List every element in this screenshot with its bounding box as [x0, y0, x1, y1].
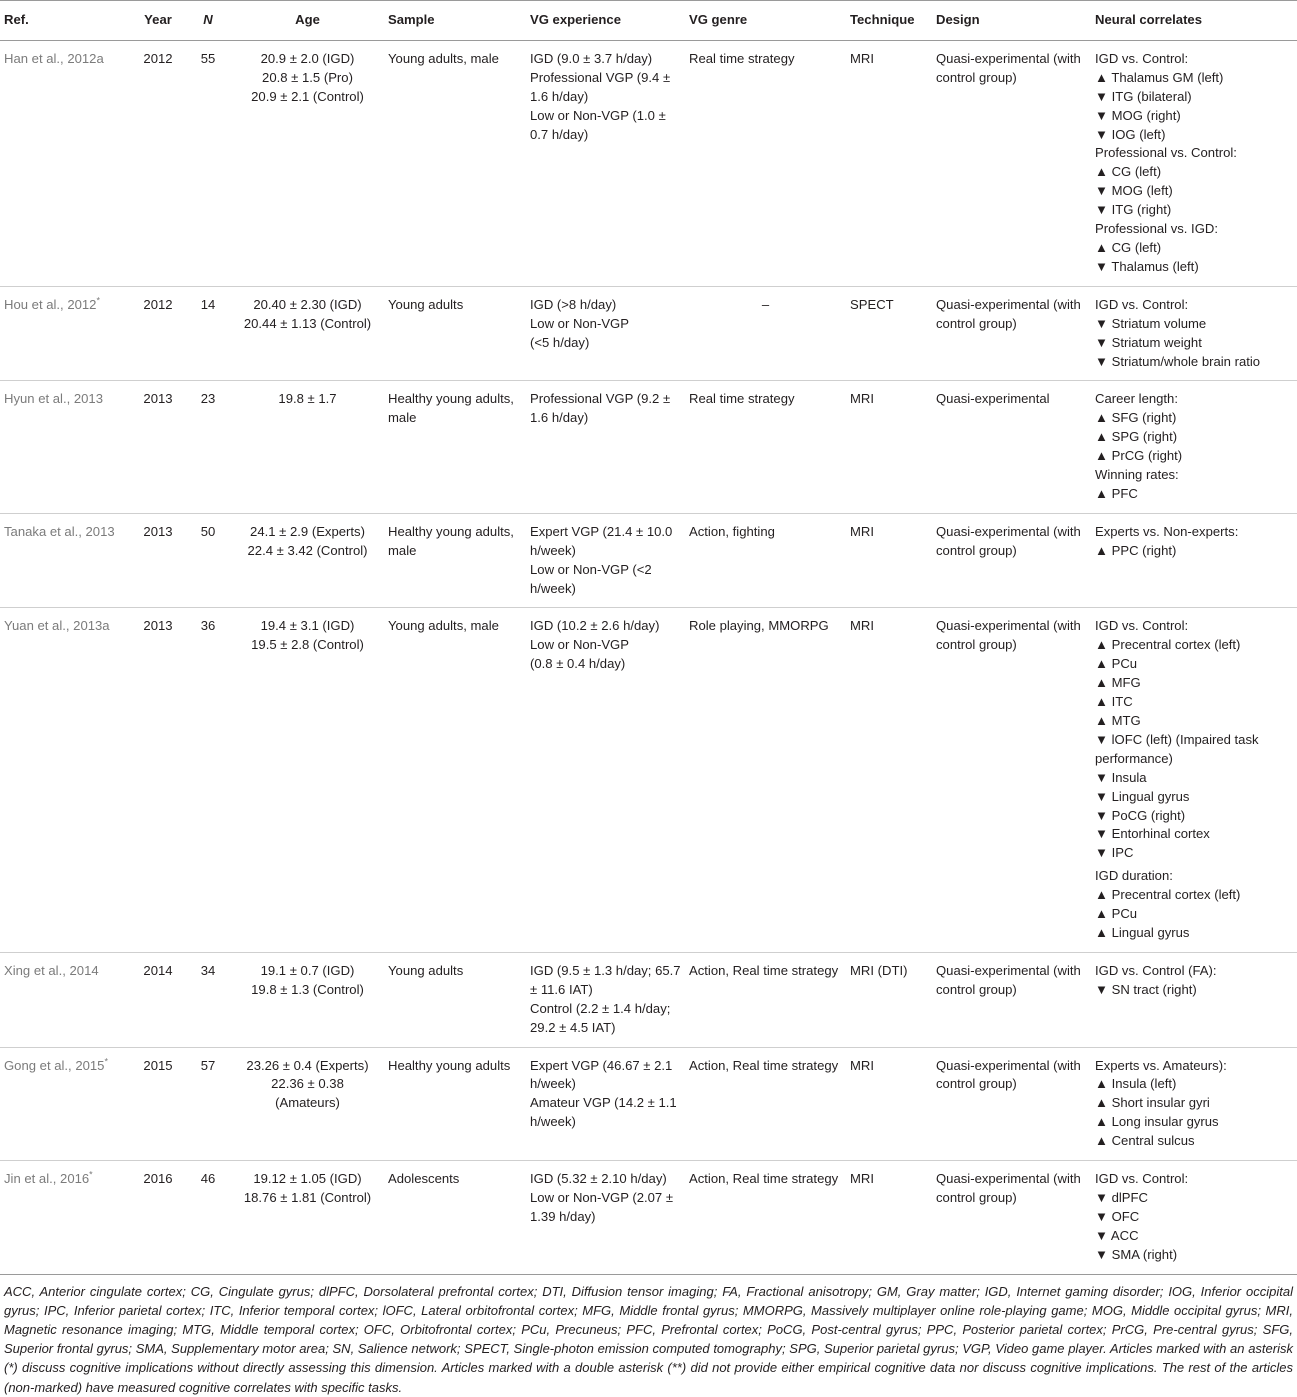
- sample-cell: [384, 1161, 526, 1275]
- age-line: 19.5 ± 2.8 (Control): [251, 637, 364, 653]
- header-age: Age: [231, 1, 384, 41]
- design-cell: [932, 1047, 1091, 1161]
- table-body: [0, 40, 1297, 1274]
- year-cell: 2013: [131, 608, 185, 952]
- neural-correlate-line: ▼ IOG (left): [1095, 126, 1166, 142]
- design-line: Quasi-experimental (with control group): [936, 618, 1081, 653]
- sample-line: Young adults: [388, 296, 464, 312]
- ref-cell: [0, 1161, 131, 1275]
- vg-genre-line: Role playing, MMORPG: [689, 618, 829, 634]
- year-cell: 2015: [131, 1047, 185, 1161]
- neural-correlate-line: ▼ IPC: [1095, 845, 1134, 861]
- neural-correlate-line: ▲ Short insular gyri: [1095, 1095, 1210, 1111]
- neural-correlate-line: ▼ PoCG (right): [1095, 807, 1186, 823]
- neural-correlate-line: ▼ Lingual gyrus: [1095, 788, 1190, 804]
- neural-correlates-cell: [1091, 286, 1297, 381]
- neural-correlate-line: Career length:: [1095, 391, 1178, 407]
- age-cell: [231, 1047, 384, 1161]
- vg-genre-line: –: [761, 296, 770, 312]
- age-line: 22.36 ± 0.38: [271, 1076, 344, 1092]
- age-line: 19.1 ± 0.7 (IGD): [260, 962, 355, 978]
- technique-cell: MRI: [846, 513, 932, 608]
- age-cell: [231, 1161, 384, 1275]
- vg-experience-line: (0.8 ± 0.4 h/day): [530, 656, 626, 672]
- neural-correlate-line: ▲ MTG: [1095, 713, 1141, 728]
- design-line: Quasi-experimental (with control group): [936, 50, 1081, 85]
- design-cell: [932, 40, 1091, 286]
- neural-correlate-line: IGD vs. Control (FA):: [1095, 962, 1217, 978]
- vg-experience-line: IGD (10.2 ± 2.6 h/day): [530, 618, 660, 634]
- neural-correlates-cell: [1091, 1161, 1297, 1275]
- vg-genre-line: Action, fighting: [689, 523, 775, 539]
- neural-correlate-line: IGD vs. Control:: [1095, 296, 1189, 312]
- sample-cell: [384, 286, 526, 381]
- design-cell: [932, 608, 1091, 952]
- neural-correlate-line: ▼ Striatum weight: [1095, 334, 1202, 350]
- technique-cell: MRI: [846, 1161, 932, 1275]
- neural-correlate-line: ▲ PFC: [1095, 485, 1138, 501]
- neural-correlate-line: ▲ PCu: [1095, 906, 1138, 922]
- reference-link[interactable]: Hou et al., 2012: [4, 296, 97, 312]
- age-line: 20.9 ± 2.0 (IGD): [260, 50, 355, 66]
- asterisk-marker: *: [96, 295, 100, 306]
- sample-cell: [384, 1047, 526, 1161]
- vg-experience-line: Expert VGP (21.4 ± 10.0 h/week): [530, 523, 673, 558]
- neural-correlate-line: Professional vs. IGD:: [1095, 221, 1218, 237]
- neural-correlate-line: ▲ Central sulcus: [1095, 1133, 1195, 1149]
- header-vg-experience: VG experience: [526, 1, 685, 41]
- header-vg-genre: VG genre: [685, 1, 846, 41]
- vg-experience-line: (<5 h/day): [530, 334, 590, 350]
- design-line: Quasi-experimental (with control group): [936, 523, 1081, 558]
- neural-correlate-line: ▼ Entorhinal cortex: [1095, 826, 1210, 842]
- ref-cell: [0, 952, 131, 1047]
- neural-correlate-line: Winning rates:: [1095, 467, 1179, 483]
- ref-cell: [0, 40, 131, 286]
- sample-line: Healthy young adults, male: [388, 391, 514, 426]
- reference-link[interactable]: Xing et al., 2014: [4, 962, 99, 978]
- neural-correlates-cell: [1091, 40, 1297, 286]
- design-line: Quasi-experimental (with control group): [936, 1171, 1081, 1205]
- n-cell: 50: [185, 513, 231, 608]
- year-cell: 2013: [131, 513, 185, 608]
- neural-correlate-line: ▼ MOG (right): [1095, 107, 1181, 123]
- vg-experience-cell: [526, 608, 685, 952]
- design-cell: [932, 1161, 1091, 1275]
- design-line: Quasi-experimental (with control group): [936, 1057, 1081, 1092]
- sample-cell: [384, 513, 526, 608]
- neural-correlates-cell: [1091, 608, 1297, 952]
- table-row: [0, 1047, 1297, 1161]
- vg-experience-line: IGD (9.0 ± 3.7 h/day): [530, 50, 653, 66]
- age-cell: [231, 40, 384, 286]
- table-row: [0, 513, 1297, 608]
- ref-cell: [0, 513, 131, 608]
- vg-genre-line: Action, Real time strategy: [689, 1057, 839, 1073]
- age-cell: [231, 381, 384, 513]
- neural-correlate-line: ▼ SN tract (right): [1095, 981, 1197, 997]
- neural-correlate-line: ▲ Long insular gyrus: [1095, 1114, 1219, 1130]
- age-line: 24.1 ± 2.9 (Experts): [250, 523, 365, 539]
- vg-experience-line: Low or Non-VGP (2.07 ± 1.39 h/day): [530, 1189, 674, 1224]
- sample-cell: [384, 381, 526, 513]
- header-row: [0, 1, 1297, 41]
- ref-cell: [0, 381, 131, 513]
- age-line: 20.40 ± 2.30 (IGD): [253, 296, 362, 312]
- technique-cell: MRI: [846, 381, 932, 513]
- n-cell: 55: [185, 40, 231, 286]
- vg-experience-line: IGD (5.32 ± 2.10 h/day): [530, 1171, 667, 1187]
- n-cell: 23: [185, 381, 231, 513]
- reference-link[interactable]: Gong et al., 2015: [4, 1057, 105, 1073]
- vg-experience-line: Expert VGP (46.67 ± 2.1 h/week): [530, 1057, 673, 1092]
- neural-correlate-line: ▲ MFG: [1095, 675, 1141, 691]
- vg-genre-cell: [685, 381, 846, 513]
- vg-genre-cell: [685, 1047, 846, 1161]
- sample-line: Healthy young adults, male: [388, 523, 514, 558]
- reference-link[interactable]: Jin et al., 2016: [4, 1171, 90, 1187]
- table-row: [0, 40, 1297, 286]
- neural-correlate-line: Experts vs. Amateurs):: [1095, 1057, 1227, 1073]
- n-cell: 14: [185, 286, 231, 381]
- neural-correlate-line: ▼ ITG (right): [1095, 202, 1172, 218]
- neural-correlate-line: ▲ Thalamus GM (left): [1095, 69, 1224, 85]
- design-cell: [932, 952, 1091, 1047]
- age-line: 23.26 ± 0.4 (Experts): [246, 1057, 369, 1073]
- age-line: (Amateurs): [275, 1095, 340, 1111]
- age-cell: [231, 286, 384, 381]
- age-line: 19.4 ± 3.1 (IGD): [260, 618, 355, 634]
- neural-correlates-cell: [1091, 1047, 1297, 1161]
- reference-link[interactable]: Hyun et al., 2013: [4, 391, 103, 407]
- year-cell: 2016: [131, 1161, 185, 1275]
- vg-genre-line: Real time strategy: [689, 50, 795, 66]
- table-row: [0, 608, 1297, 952]
- neural-correlate-line: IGD vs. Control:: [1095, 1171, 1189, 1187]
- design-line: Quasi-experimental: [936, 391, 1050, 407]
- technique-cell: MRI: [846, 608, 932, 952]
- vg-experience-cell: [526, 286, 685, 381]
- reference-link[interactable]: Yuan et al., 2013a: [4, 618, 110, 634]
- vg-experience-cell: [526, 40, 685, 286]
- technique-cell: MRI: [846, 40, 932, 286]
- header-technique: Technique: [846, 1, 932, 41]
- n-cell: 36: [185, 608, 231, 952]
- vg-experience-line: Professional VGP (9.4 ± 1.6 h/day): [530, 69, 671, 104]
- neural-correlate-line: ▲ Precentral cortex (left): [1095, 887, 1241, 903]
- vg-genre-line: Real time strategy: [689, 391, 795, 407]
- vg-experience-line: Amateur VGP (14.2 ± 1.1 h/week): [530, 1095, 677, 1130]
- design-line: Quasi-experimental (with control group): [936, 962, 1081, 997]
- table-row: [0, 1161, 1297, 1275]
- vg-experience-line: Low or Non-VGP: [530, 315, 629, 331]
- neural-correlate-line: ▲ CG (left): [1095, 239, 1162, 255]
- sample-cell: [384, 608, 526, 952]
- age-line: 19.12 ± 1.05 (IGD): [253, 1171, 362, 1187]
- year-cell: 2014: [131, 952, 185, 1047]
- neural-correlate-line: Professional vs. Control:: [1095, 145, 1237, 161]
- ref-cell: [0, 1047, 131, 1161]
- header-ref: Ref.: [0, 1, 131, 41]
- age-line: 19.8 ± 1.3 (Control): [251, 981, 364, 997]
- neural-correlate-line: ▲ ITC: [1095, 694, 1133, 710]
- vg-genre-cell: [685, 40, 846, 286]
- neural-correlate-line: IGD duration:: [1095, 868, 1173, 884]
- neural-correlate-line: ▼ Thalamus (left): [1095, 258, 1199, 274]
- design-cell: [932, 286, 1091, 381]
- technique-cell: MRI (DTI): [846, 952, 932, 1047]
- header-sample: Sample: [384, 1, 526, 41]
- vg-genre-line: Action, Real time strategy: [689, 962, 839, 978]
- n-cell: 57: [185, 1047, 231, 1161]
- neural-correlate-line: ▲ Insula (left): [1095, 1076, 1177, 1092]
- table-row: [0, 381, 1297, 513]
- vg-genre-cell: [685, 952, 846, 1047]
- neural-correlate-line: ▲ PPC (right): [1095, 542, 1177, 558]
- vg-experience-cell: [526, 1161, 685, 1275]
- neural-correlate-line: ▼ SMA (right): [1095, 1246, 1178, 1262]
- age-cell: [231, 608, 384, 952]
- age-cell: [231, 513, 384, 608]
- neural-correlates-cell: [1091, 952, 1297, 1047]
- n-cell: 46: [185, 1161, 231, 1275]
- vg-genre-cell: [685, 513, 846, 608]
- vg-genre-cell: [685, 608, 846, 952]
- age-line: 20.8 ± 1.5 (Pro): [262, 69, 353, 85]
- vg-experience-line: Professional VGP (9.2 ± 1.6 h/day): [530, 391, 671, 426]
- vg-experience-cell: [526, 513, 685, 608]
- vg-genre-line: Action, Real time strategy: [689, 1171, 839, 1187]
- header-year: Year: [131, 1, 185, 41]
- vg-experience-line: IGD (9.5 ± 1.3 h/day; 65.7 ± 11.6 IAT): [530, 962, 681, 997]
- neural-correlate-line: Experts vs. Non-experts:: [1095, 523, 1239, 539]
- year-cell: 2013: [131, 381, 185, 513]
- vg-experience-line: Low or Non-VGP (1.0 ± 0.7 h/day): [530, 107, 666, 142]
- reference-link[interactable]: Han et al., 2012a: [4, 50, 104, 66]
- table-row: [0, 952, 1297, 1047]
- n-cell: 34: [185, 952, 231, 1047]
- neural-correlate-line: ▲ Lingual gyrus: [1095, 924, 1190, 940]
- neural-correlate-line: ▲ Precentral cortex (left): [1095, 637, 1241, 653]
- technique-cell: MRI: [846, 1047, 932, 1161]
- design-cell: [932, 381, 1091, 513]
- neural-correlate-line: ▼ OFC: [1095, 1208, 1140, 1224]
- vg-experience-cell: [526, 952, 685, 1047]
- header-neural-correlates: Neural correlates: [1091, 1, 1297, 41]
- vg-experience-cell: [526, 381, 685, 513]
- asterisk-marker: *: [104, 1056, 108, 1067]
- year-cell: 2012: [131, 40, 185, 286]
- neural-correlate-line: IGD vs. Control:: [1095, 50, 1189, 66]
- age-line: 22.4 ± 3.42 (Control): [247, 542, 368, 558]
- design-line: Quasi-experimental (with control group): [936, 296, 1081, 331]
- header-n: N: [185, 1, 231, 41]
- sample-cell: [384, 40, 526, 286]
- neural-correlate-line: ▼ Striatum/whole brain ratio: [1095, 353, 1261, 369]
- sample-line: Young adults, male: [388, 618, 499, 634]
- table-row: [0, 286, 1297, 381]
- neural-correlate-line: ▼ lOFC (left) (Impaired task performance): [1095, 731, 1259, 766]
- vg-genre-cell: [685, 286, 846, 381]
- neural-correlate-line: ▼ Insula: [1095, 769, 1147, 785]
- year-cell: 2012: [131, 286, 185, 381]
- sample-cell: [384, 952, 526, 1047]
- age-line: 18.76 ± 1.81 (Control): [243, 1189, 372, 1205]
- sample-line: Young adults: [388, 962, 464, 978]
- table-footnote: ACC, Anterior cingulate cortex; CG, Cingulate gyrus; dlPFC, Dorsolateral prefrontal cortex; DTI, Diffusion tensor imaging; FA, Fractional anisotropy; GM, Gray matter; IGD, Internet gaming disorder; IOG, Inferior occipital gyrus; IPC, Inferior parietal cortex; ITC, Inferior temporal cortex; lOFC, Lateral orbitofrontal cortex; MFG, Middle frontal gyrus; MMORPG, Massively multiplayer online role-playing game; MOG, Middle occipital gyrus; MRI, Magnetic resonance imaging; MTG, Middle temporal cortex; OFC, Orbitofrontal cortex; PCu, Precuneus; PFC, Prefrontal cortex; PoCG, Post-central gyrus; PPC, Posterior parietal cortex; PrCG, Pre-central gyrus; SFG, Superior frontal gyrus; SMA, Supplementary motor area; SN, Salience network; SPECT, Single-photon emission computed tomography; SPG, Superior parietal gyrus; VGP, Video game player. Articles marked with an asterisk (*) discuss cognitive implications without directly assessing this dimension. Articles marked with a double asterisk (**) did not provide either empirical cognitive data nor discuss cognitive implications. The rest of the articles (non-marked) have measured cognitive correlates with specific tasks.: [4, 1283, 1293, 1395]
- neural-correlate-line: ▲ CG (left): [1095, 164, 1162, 180]
- vg-experience-line: Low or Non-VGP (<2 h/week): [530, 561, 652, 596]
- neural-correlate-line: ▲ PrCG (right): [1095, 448, 1183, 464]
- sample-line: Adolescents: [388, 1171, 460, 1187]
- vg-experience-line: Low or Non-VGP: [530, 637, 629, 653]
- neural-correlate-line: ▼ dlPFC: [1095, 1189, 1148, 1205]
- neural-correlates-cell: [1091, 513, 1297, 608]
- neural-correlate-line: ▼ ITG (bilateral): [1095, 88, 1192, 104]
- vg-experience-line: Control (2.2 ± 1.4 h/day; 29.2 ± 4.5 IAT): [530, 1000, 671, 1035]
- neural-correlate-line: ▼ ACC: [1095, 1227, 1139, 1243]
- neural-correlate-line: IGD vs. Control:: [1095, 618, 1189, 634]
- age-cell: [231, 952, 384, 1047]
- reference-link[interactable]: Tanaka et al., 2013: [4, 523, 115, 539]
- age-line: 19.8 ± 1.7: [278, 391, 337, 407]
- vg-experience-cell: [526, 1047, 685, 1161]
- header-design: Design: [932, 1, 1091, 41]
- vg-genre-cell: [685, 1161, 846, 1275]
- neural-correlates-cell: [1091, 381, 1297, 513]
- vg-experience-line: IGD (>8 h/day): [530, 296, 617, 312]
- sample-line: Healthy young adults: [388, 1057, 511, 1073]
- neural-correlate-line: ▲ SFG (right): [1095, 410, 1177, 426]
- ref-cell: [0, 608, 131, 952]
- technique-cell: SPECT: [846, 286, 932, 381]
- neural-correlate-line: ▼ MOG (left): [1095, 183, 1173, 199]
- asterisk-marker: *: [89, 1169, 93, 1180]
- neural-correlate-line: ▲ PCu: [1095, 656, 1138, 672]
- sample-line: Young adults, male: [388, 50, 499, 66]
- neural-correlate-line: ▲ SPG (right): [1095, 429, 1178, 445]
- age-line: 20.9 ± 2.1 (Control): [251, 88, 364, 104]
- neural-correlate-line: ▼ Striatum volume: [1095, 315, 1207, 331]
- ref-cell: [0, 286, 131, 381]
- age-line: 20.44 ± 1.13 (Control): [243, 315, 372, 331]
- design-cell: [932, 513, 1091, 608]
